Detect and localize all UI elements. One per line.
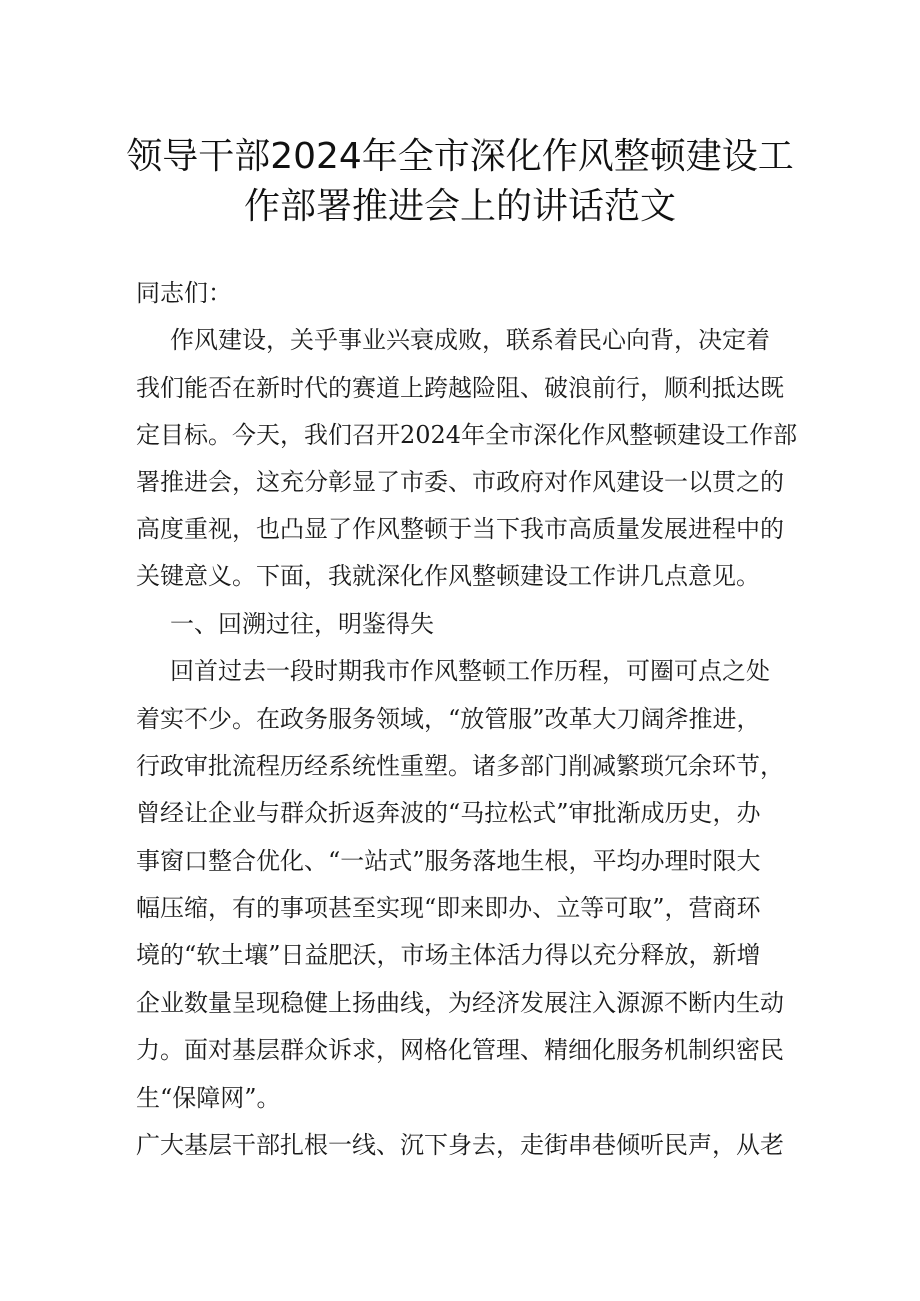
paragraph-line: 着实不少。在政务服务领域，“放管服”改革大刀阔斧推进， <box>136 705 761 733</box>
salutation: 同志们： <box>136 279 232 307</box>
document-title-line-1: 领导干部2024年全市深化作风整顿建设工 <box>126 136 794 177</box>
section-heading: 一、回溯过往，明鉴得失 <box>170 610 434 638</box>
paragraph-line: 生“保障网”。 <box>136 1084 281 1112</box>
paragraph-line: 作风建设，关乎事业兴衰成败，联系着民心向背，决定着 <box>170 326 770 354</box>
paragraph-line: 回首过去一段时期我市作风整顿工作历程，可圈可点之处 <box>170 657 770 685</box>
paragraph-line: 事窗口整合优化、“一站式”服务落地生根，平均办理时限大 <box>136 847 761 875</box>
paragraph-line: 境的“软土壤”日益肥沃，市场主体活力得以充分释放，新增 <box>136 941 761 969</box>
paragraph-line: 曾经让企业与群众折返奔波的“马拉松式”审批渐成历史，办 <box>136 799 761 827</box>
paragraph-line: 幅压缩，有的事项甚至实现“即来即办、立等可取”，营商环 <box>136 894 761 922</box>
paragraph-line: 署推进会，这充分彰显了市委、市政府对作风建设一以贯之的 <box>136 468 784 496</box>
paragraph-line: 力。面对基层群众诉求，网格化管理、精细化服务机制织密民 <box>136 1036 784 1064</box>
paragraph-line: 企业数量呈现稳健上扬曲线，为经济发展注入源源不断内生动 <box>136 989 784 1017</box>
paragraph-line: 定目标。今天，我们召开2024年全市深化作风整顿建设工作部 <box>136 421 798 449</box>
paragraph-line: 我们能否在新时代的赛道上跨越险阻、破浪前行，顺利抵达既 <box>136 374 784 402</box>
paragraph-line: 高度重视，也凸显了作风整顿于当下我市高质量发展进程中的 <box>136 515 784 543</box>
paragraph-line: 行政审批流程历经系统性重塑。诸多部门削减繁琐冗余环节， <box>136 752 784 780</box>
document-title-line-2: 作部署推进会上的讲话范文 <box>243 186 676 227</box>
paragraph-line: 广大基层干部扎根一线、沉下身去，走街串巷倾听民声，从老 <box>136 1131 784 1159</box>
paragraph-line: 关键意义。下面，我就深化作风整顿建设工作讲几点意见。 <box>136 562 760 590</box>
